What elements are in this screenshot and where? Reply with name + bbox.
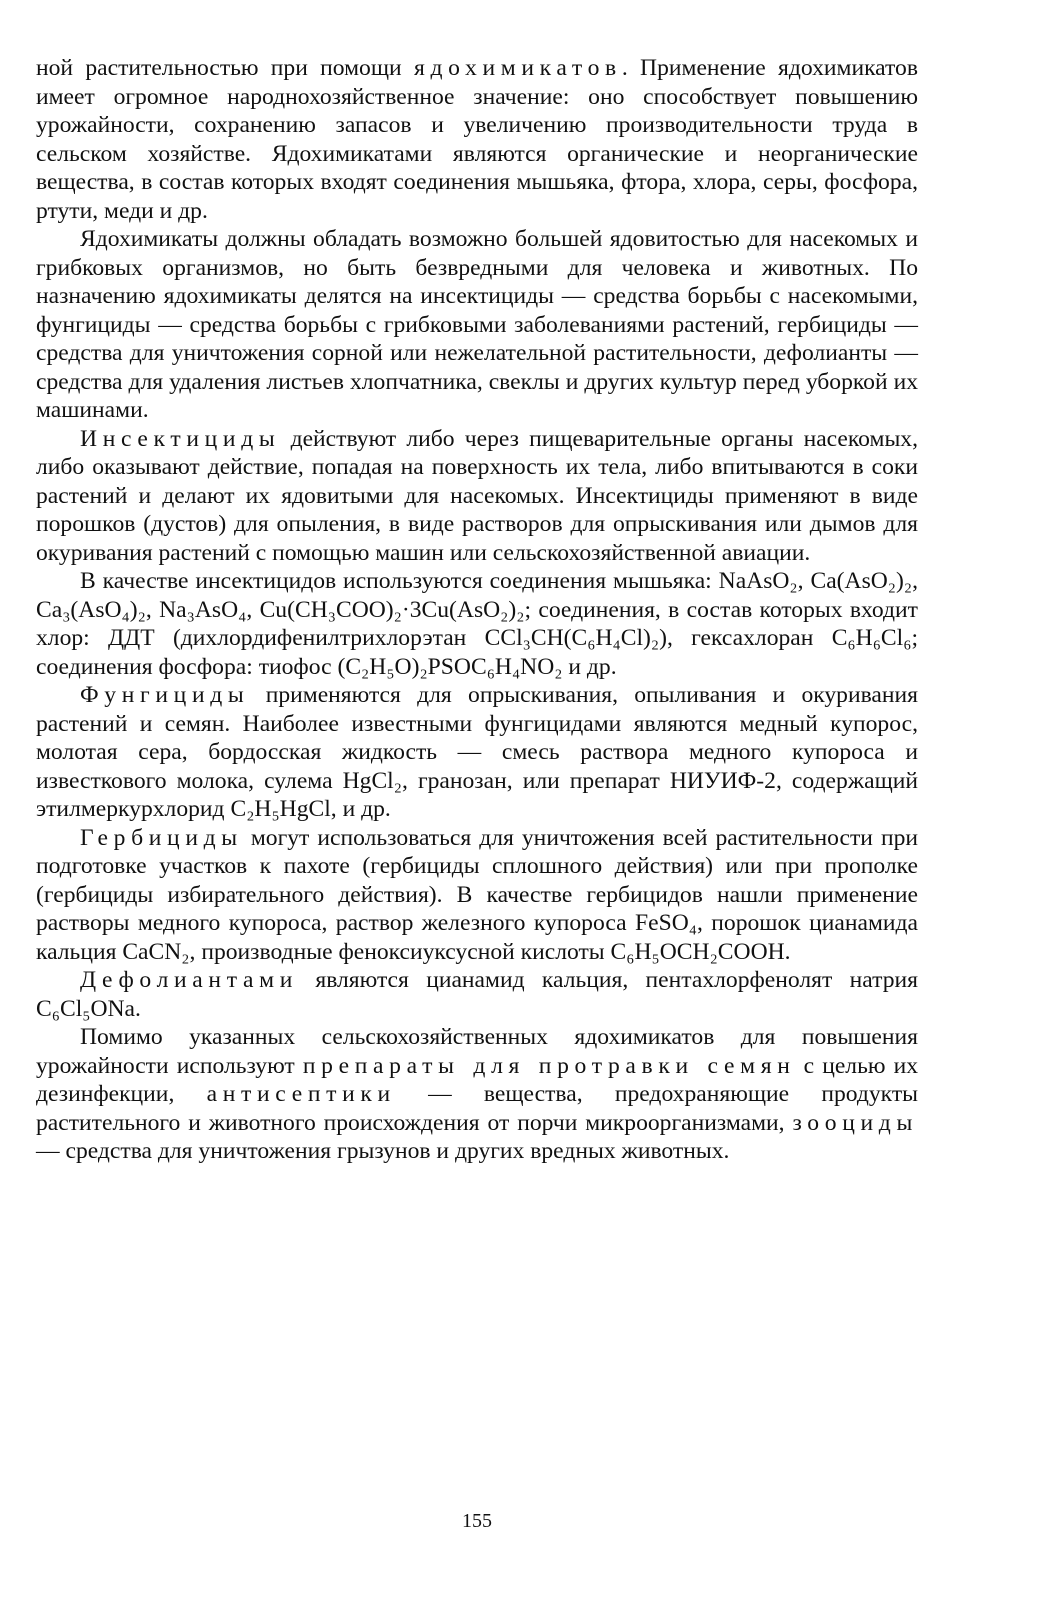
body-text xyxy=(36,54,918,1166)
emphasized-term: антисептики xyxy=(206,1081,396,1107)
paragraph xyxy=(36,567,918,681)
text-run: ной растительностью при помощи xyxy=(36,55,414,81)
text-run: — средства для уничтожения грызунов и других вредных животных. xyxy=(36,1138,730,1164)
text-run: Помимо указанных сельскохозяйственных ядохимикатов для повышения урожайности используют xyxy=(36,1024,918,1079)
emphasized-term: Инсектициды xyxy=(80,425,281,452)
paragraph xyxy=(36,425,918,568)
emphasized-term: ядохимикатов xyxy=(413,55,622,81)
emphasized-term: зооциды xyxy=(792,1109,918,1136)
text-run: могут использоваться для уничтожения всей растительности при подготовке участков к пахоте (гербициды сплошного действия) или при прополке (гербициды избирательного действия). В качестве гербицидов нашли применение растворы медного купороса, раствор железного купороса FeSO₄, порошок цианамида кальция CaCN₂, производные феноксиуксусной кислоты C₆H₅OCH₂COOH. xyxy=(36,824,918,965)
emphasized-term: Дефолиантами xyxy=(80,967,299,993)
text-run: с целью их дезинфекции, xyxy=(36,1052,918,1107)
emphasized-term: Гербициды xyxy=(80,824,243,851)
paragraph xyxy=(36,824,918,967)
text-run: применяются для опрыскивания, опыливания и окуривания растений и семян. Наиболее известными фунгицидами являются медный купорос, молотая сера, бордосская жидкость — смесь раствора медного купороса и известкового молока, сулема HgCl₂, гранозан, или препарат НИУИФ-2, содержащий этилмеркурхлорид C₂H₅HgCl, и др. xyxy=(36,682,918,822)
page-number: 155 xyxy=(462,1510,492,1532)
emphasized-term: Фунгициды xyxy=(80,682,250,708)
paragraph xyxy=(36,681,918,824)
text-run: действуют либо через пищеварительные органы насекомых, либо оказывают действие, попадая на поверхность их тела, либо впитываются в соки растений и делают их ядовитыми для насекомых. Инсектициды применяют в виде порошков (дустов) для опыления, в виде растворов для опрыскивания или дымов для окуривания растений с помощью машин или сельскохозяйственной авиации. xyxy=(36,425,918,566)
paragraph xyxy=(36,1023,918,1166)
paragraph xyxy=(36,225,918,425)
text-run: . Применение ядохимикатов имеет огромное народнохозяйственное значение: оно способствует повышению урожайности, сохранению запасов и увеличению производительности труда в сельском хозяйстве. Ядохимикатами являются органические и неорганические вещества, в состав которых входят соединения мышьяка, фтора, хлора, серы, фосфора, ртути, меди и др. xyxy=(36,55,918,224)
text-run: — вещества, предохраняющие продукты растительного и животного происхождения от порчи микроорганизмами, xyxy=(36,1081,918,1136)
text-run: Ядохимикаты должны обладать возможно большей ядовитостью для насекомых и грибковых организмов, но быть безвредными для человека и животных. По назначению ядохимикаты делятся на инсектициды — средства борьбы с насекомыми, фунгициды — средства борьбы с грибковыми заболеваниями растений, гербициды — средства для уничтожения сорной или нежелательной растительности, дефолианты — средства для удаления листьев хлопчатника, свеклы и других культур перед уборкой их машинами. xyxy=(36,226,918,423)
paragraph xyxy=(36,966,918,1023)
text-run: В качестве инсектицидов используются соединения мышьяка: NaAsO₂, Ca(AsO₂)₂, Ca₃(AsO₄)₂, Na₃AsO₄, Cu(CH₃COO)₂·3Cu(AsO₂)₂; соединения, в состав которых входит хлор: ДДТ (дихлордифенилтрихлорэтан CCl₃CH(C₆H₄Cl)₂), гексахлоран C₆H₆Cl₆; соединения фосфора: тиофос (C₂H₅O)₂PSOC₆H₄NO₂ и др. xyxy=(36,568,918,680)
text-run: являются цианамид кальция, пентахлорфенолят натрия C₆Cl₅ONa. xyxy=(36,967,918,1022)
paragraph xyxy=(36,54,918,225)
emphasized-term: препараты для протравки семян xyxy=(302,1052,796,1079)
